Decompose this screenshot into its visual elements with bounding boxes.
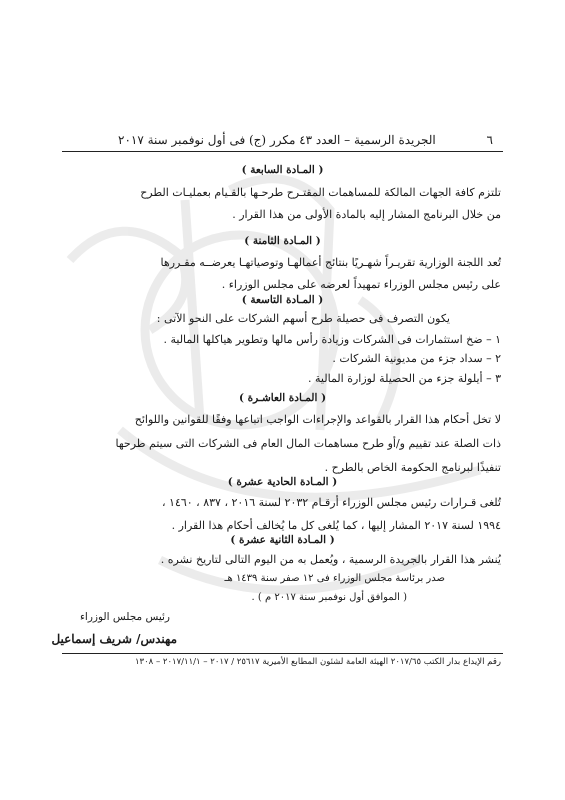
article-line: ١٩٩٤ لسنة ٢٠١٧ المشار إليها ، كما يُلغى كل ما يُخالف أحكام هذا القرار . [171,519,501,532]
list-item: ٢ – سداد جزء من مديونية الشركات . [332,352,501,365]
list-item: ٣ – أيلولة جزء من الحصيلة لوزارة المالية . [308,372,501,385]
article-heading: ( المـادة الثامنة ) [244,235,321,247]
signer-title: رئيس مجلس الوزراء [79,611,170,623]
article-line: تنفيذًا لبرنامج الحكومة الخاص بالطرح . [324,461,501,474]
article-line: تلتزم كافة الجهات المالكة للمساهمات المقتـرح طرحـها بالقـيام بعمليـات الطرح [140,186,501,199]
issuance-gregorian: ( الموافق أول نوفمبر سنة ٢٠١٧ م ) . [251,592,407,603]
article-heading: ( المـادة العاشـرة ) [238,392,327,404]
issuance-date: صدر برئاسة مجلس الوزراء فى ١٢ صفر سنة ١٤٣٩ هـ [224,573,445,584]
list-item: ١ – ضخ استثمارات فى الشركات وزيادة رأس مالها وتطوير هياكلها المالية . [163,333,501,346]
article-heading: ( المـادة الحادية عشرة ) [227,476,338,488]
signer-name: مهندس/ شريف إسماعيل [51,632,177,646]
article-line: ذات الصلة عند تقييم و/أو طرح مساهمات المال العام فى الشركات التى سيتم طرحها [115,437,501,450]
footer-divider [62,653,503,654]
article-line: تُعد اللجنة الوزارية تقريـراً شهـريًا بنتائج أعمالهـا وتوصياتهـا يعرضــه مقـررها [160,256,501,269]
article-line: من خلال البرنامج المشار إليه بالمادة الأولى من هذا القرار . [232,208,501,221]
article-line: تُلغى قـرارات رئيس مجلس الوزراء أرقـام ٢٠٣٢ لسنة ٢٠١٦ ، ٨٣٧ ، ١٤٦٠ ، [162,496,501,509]
article-heading: ( المـادة السابعة ) [241,164,324,176]
deposit-footer: رقم الإيداع بدار الكتب ٢٠١٧/٦٥ الهيئة العامة لشئون المطابع الأميرية ٢٥٦١٧ / ٢٠١٧ – ٢٠١٧/١١/١ – ١٣٠٨ [134,657,501,667]
page-number: ٦ [486,133,493,147]
article-line: يُنشر هذا القرار بالجريدة الرسمية ، ويُعمل به من اليوم التالى لتاريخ نشره . [160,553,501,566]
header-divider [62,151,503,152]
article-heading: ( المـادة التاسعة ) [241,294,324,306]
article-line: على رئيس مجلس الوزراء تمهيداً لعرضه على مجلس الوزراء . [221,278,501,291]
page-header [118,133,493,147]
article-line: لا تخل أحكام هذا القرار بالقواعد والإجراءات الواجب اتباعها وفقًا للقوانين واللوائح [134,413,501,426]
article-heading: ( المـادة الثانية عشرة ) [230,534,335,546]
article-line: يكون التصرف فى حصيلة طرح أسهم الشركات على النحو الآتى : [156,312,450,325]
gazette-title: الجريدة الرسمية – العدد ٤٣ مكرر (ج) فى أول نوفمبر سنة ٢٠١٧ [118,133,436,147]
